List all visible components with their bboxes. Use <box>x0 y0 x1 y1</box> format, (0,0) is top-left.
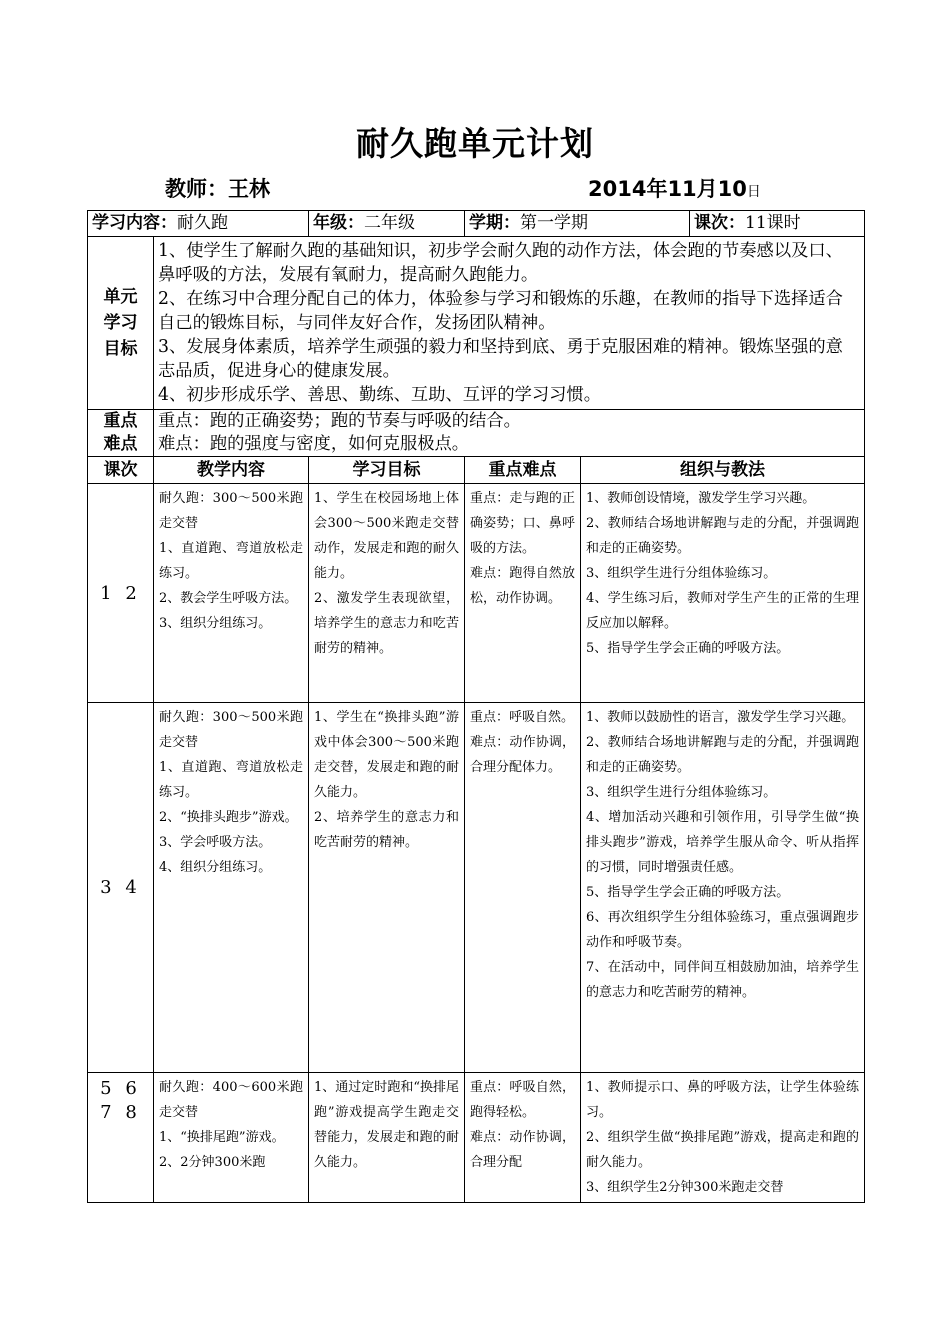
date-unit: 日 <box>746 184 761 200</box>
goal-item: 1、使学生了解耐久跑的基础知识，初步学会耐久跑的动作方法，体会跑的节奏感以及口、鼻呼吸的方法，发展有氧耐力，提高耐久跑能力。 <box>158 241 843 285</box>
header-row <box>88 211 865 237</box>
lesson-content: 耐久跑：300～500米跑走交替 1、直道跑、弯道放松走练习。 2、“换排头跑步”游戏。 3、学会呼吸方法。 4、组织分组练习。 <box>154 703 309 1073</box>
teacher-line <box>165 173 270 203</box>
hours-label: 课次： <box>694 213 745 233</box>
grade-value: 二年级 <box>364 213 415 233</box>
hours-cell <box>690 211 865 237</box>
term-cell <box>465 211 690 237</box>
term-value: 第一学期 <box>520 213 588 233</box>
lesson-goals: 1、学生在校园场地上体会300～500米跑走交替动作，发展走和跑的耐久能力。 2、激发学生表现欲望，培养学生的意志力和吃苦耐劳的精神。 <box>309 484 465 703</box>
goal-item: 3、发展身体素质，培养学生顽强的毅力和坚持到底、勇于克服困难的精神。锻炼坚强的意志品质，促进身心的健康发展。 <box>158 337 843 381</box>
key-points-row <box>88 410 865 457</box>
lesson-methods: 1、教师以鼓励性的语言，激发学生学习兴趣。 2、教师结合场地讲解跑与走的分配，并强调跑和走的正确姿势。 3、组织学生进行分组体验练习。 4、增加活动兴趣和引领作用，引导学生做“换排头跑步”游戏，培养学生服从命令、听从指挥的习惯，同时增强责任感。 5、指导学生学会正确的呼吸方法。 6、再次组织学生分组体验练习，重点强调跑步动作和呼吸节奏。 7、在活动中，同伴间互相鼓励加油，培养学生的意志力和吃苦耐劳的精神。 <box>581 703 865 1073</box>
col-goals: 学习目标 <box>309 457 465 484</box>
key-points-text <box>154 410 865 457</box>
content-value: 耐久跑 <box>177 213 228 233</box>
difficulty-point: 难点：跑的强度与密度，如何克服极点。 <box>158 434 470 454</box>
goal-item: 2、在练习中合理分配自己的体力，体验参与学习和锻炼的乐趣，在教师的指导下选择适合自己的锻炼目标，与同伴友好合作，发扬团队精神。 <box>158 289 843 333</box>
date-line <box>588 173 761 203</box>
col-lesson: 课次 <box>88 457 154 484</box>
lesson-goals: 1、学生在“换排头跑”游戏中体会300～500米跑走交替，发展走和跑的耐久能力。 2、培养学生的意志力和吃苦耐劳的精神。 <box>309 703 465 1073</box>
unit-goals-label: 单元 学习 目标 <box>88 237 154 410</box>
lesson-keys: 重点：呼吸自然。 难点：动作协调，合理分配体力。 <box>465 703 581 1073</box>
unit-plan-table <box>87 210 865 1203</box>
teacher-label: 教师： <box>165 177 228 201</box>
lesson-keys: 重点：呼吸自然，跑得轻松。 难点：动作协调，合理分配 <box>465 1073 581 1203</box>
key-points-label: 重点 难点 <box>88 410 154 457</box>
lesson-row <box>88 1073 865 1203</box>
lesson-goals: 1、通过定时跑和“换排尾跑”游戏提高学生跑走交替能力，发展走和跑的耐久能力。 <box>309 1073 465 1203</box>
grade-cell <box>309 211 465 237</box>
page-title: 耐久跑单元计划 <box>356 124 594 163</box>
term-label: 学期： <box>469 213 520 233</box>
hours-value: 11课时 <box>745 213 801 233</box>
teacher-name: 王林 <box>228 177 270 201</box>
column-header-row <box>88 457 865 484</box>
unit-goals-row <box>88 237 865 410</box>
key-point: 重点：跑的正确姿势；跑的节奏与呼吸的结合。 <box>158 411 521 431</box>
unit-goals-text <box>154 237 865 410</box>
content-cell <box>88 211 309 237</box>
lesson-methods: 1、教师创设情境，激发学生学习兴趣。 2、教师结合场地讲解跑与走的分配，并强调跑和走的正确姿势。 3、组织学生进行分组体验练习。 4、学生练习后，教师对学生产生的正常的生理反应加以解释。 5、指导学生学会正确的呼吸方法。 <box>581 484 865 703</box>
lesson-keys: 重点：走与跑的正确姿势；口、鼻呼吸的方法。 难点：跑得自然放松，动作协调。 <box>465 484 581 703</box>
col-methods: 组织与教法 <box>581 457 865 484</box>
lesson-methods: 1、教师提示口、鼻的呼吸方法，让学生体验练习。 2、组织学生做“换排尾跑”游戏，提高走和跑的耐久能力。 3、组织学生2分钟300米跑走交替 <box>581 1073 865 1203</box>
lesson-content: 耐久跑：400～600米跑走交替 1、“换排尾跑”游戏。 2、2分钟300米跑 <box>154 1073 309 1203</box>
col-keys: 重点难点 <box>465 457 581 484</box>
goal-item: 4、初步形成乐学、善思、勤练、互助、互评的学习习惯。 <box>158 385 602 405</box>
grade-label: 年级： <box>313 213 364 233</box>
lesson-number: 3 4 <box>88 703 154 1073</box>
lesson-number: 1 2 <box>88 484 154 703</box>
col-content: 教学内容 <box>154 457 309 484</box>
lesson-content: 耐久跑：300～500米跑走交替 1、直道跑、弯道放松走练习。 2、教会学生呼吸方法。 3、组织分组练习。 <box>154 484 309 703</box>
lesson-number: 5 6 7 8 <box>88 1073 154 1203</box>
date-text: 2014年11月10 <box>588 177 747 201</box>
content-label: 学习内容： <box>92 213 177 233</box>
lesson-row <box>88 703 865 1073</box>
lesson-row <box>88 484 865 703</box>
